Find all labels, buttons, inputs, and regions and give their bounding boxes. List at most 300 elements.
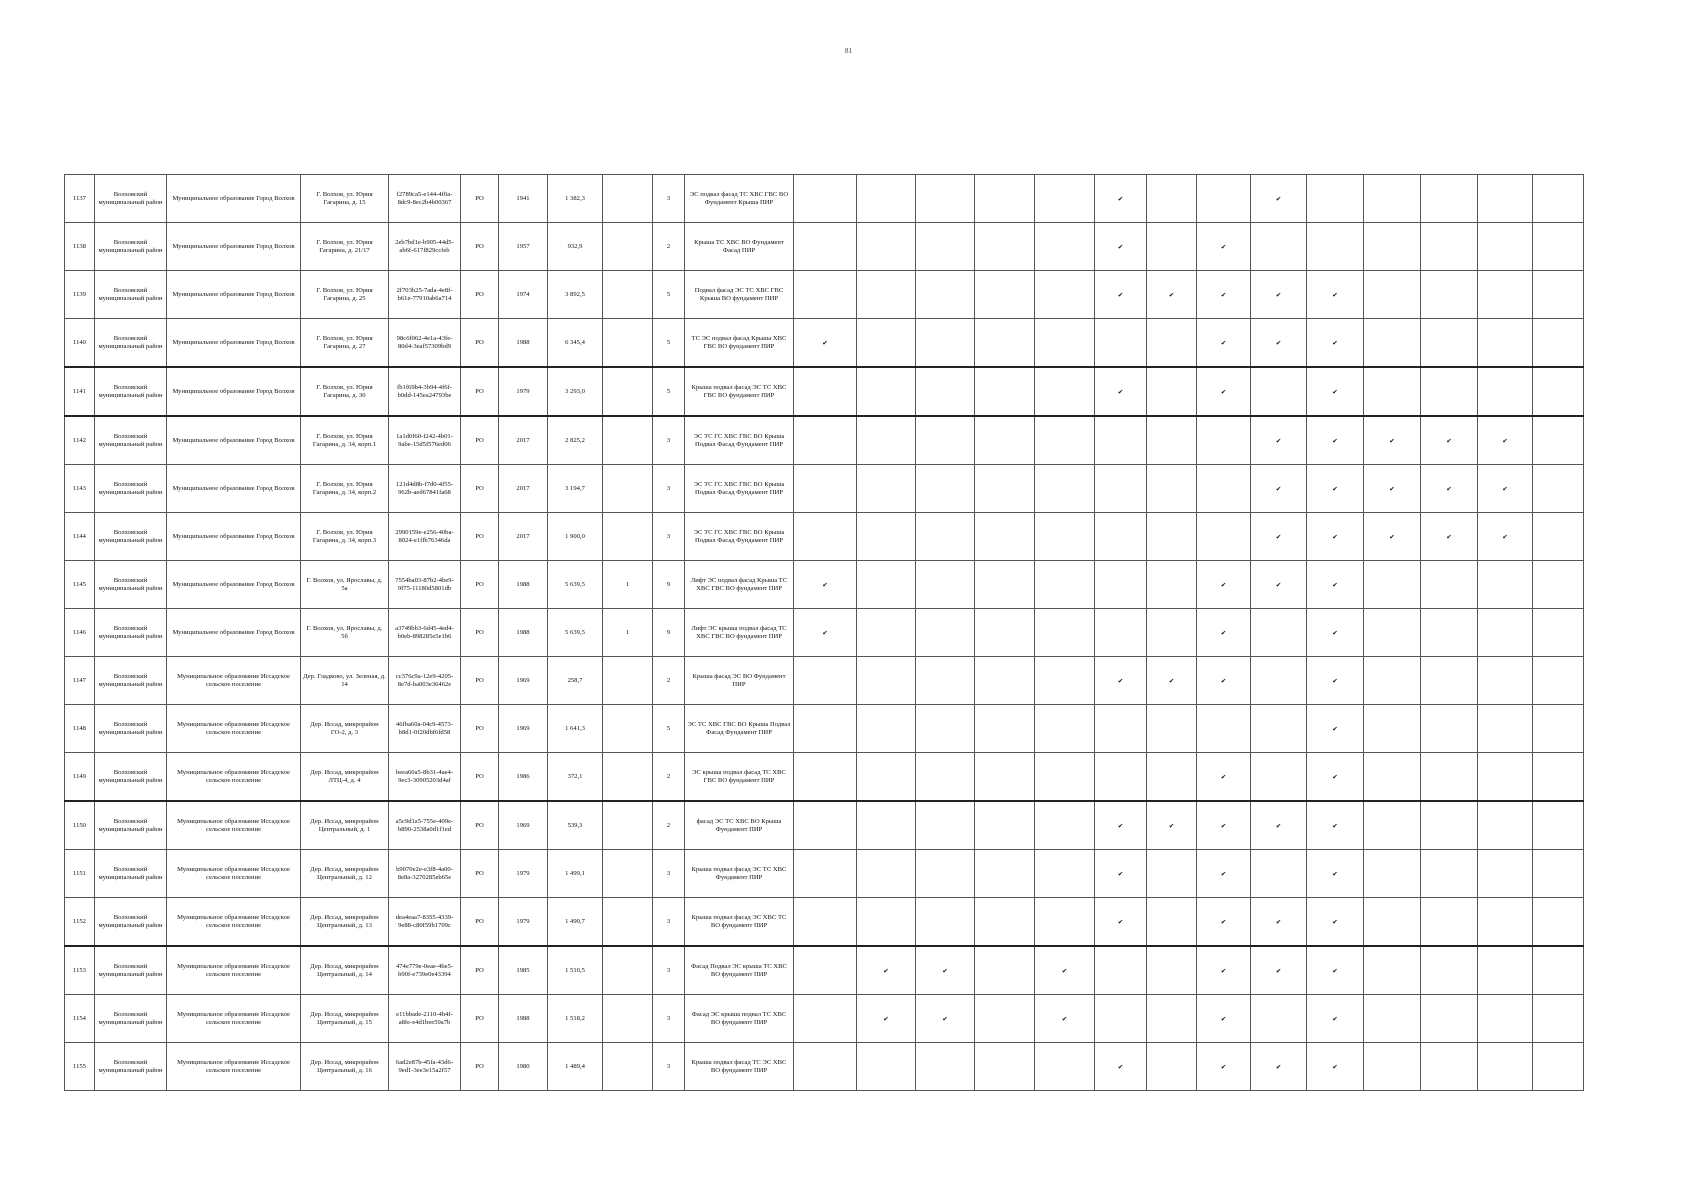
check-mark-icon: ✔ (857, 995, 916, 1043)
work-cell-empty (916, 465, 975, 513)
check-mark-icon: ✔ (916, 946, 975, 995)
cell-year: 1969 (499, 657, 548, 705)
check-mark-icon: ✔ (1095, 271, 1147, 319)
table-row (65, 223, 1584, 271)
check-mark-icon: ✔ (1251, 416, 1307, 465)
work-cell-empty (1478, 175, 1533, 223)
cell-municipality: Муниципальное образование Город Волхов (167, 271, 301, 319)
work-cell-empty (794, 223, 857, 271)
cell-municipality: Муниципальное образование Город Волхов (167, 513, 301, 561)
work-cell-empty (1533, 609, 1584, 657)
check-mark-icon: ✔ (1251, 513, 1307, 561)
work-cell-empty (1364, 223, 1421, 271)
cell-code: 6ad2e87b-45fa-43d6-9ed1-3ee3e15a2f57 (389, 1043, 461, 1091)
work-cell-empty (1533, 271, 1584, 319)
check-mark-icon: ✔ (1307, 416, 1364, 465)
cell-area: 1 641,3 (548, 705, 603, 753)
check-mark-icon: ✔ (1197, 271, 1251, 319)
work-cell-empty (975, 801, 1035, 850)
work-cell-empty (1035, 223, 1095, 271)
cell-municipality: Муниципальное образование Иссадское сельское поселение (167, 705, 301, 753)
page-number: 81 (845, 47, 852, 55)
cell-year: 1969 (499, 705, 548, 753)
cell-area: 258,7 (548, 657, 603, 705)
work-cell-empty (857, 271, 916, 319)
cell-code: 2990159e-e256-40ba-8024-e1ffb76346da (389, 513, 461, 561)
cell-floors: 3 (653, 465, 685, 513)
work-cell-empty (1364, 705, 1421, 753)
cell-floors: 9 (653, 609, 685, 657)
work-cell-empty (794, 175, 857, 223)
cell-municipality: Муниципальное образование Иссадское сельское поселение (167, 850, 301, 898)
work-cell-empty (794, 753, 857, 802)
check-mark-icon: ✔ (1251, 1043, 1307, 1091)
cell-area: 3 194,7 (548, 465, 603, 513)
check-mark-icon: ✔ (1307, 513, 1364, 561)
work-cell-empty (1421, 561, 1478, 609)
table-row (65, 367, 1584, 416)
cell-address: Г. Волхов, ул. Юрия Гагарина, д. 27 (301, 319, 389, 368)
table-row (65, 801, 1584, 850)
cell-no: 1153 (65, 946, 95, 995)
check-mark-icon: ✔ (1421, 513, 1478, 561)
work-cell-empty (857, 705, 916, 753)
work-cell-empty (1478, 850, 1533, 898)
cell-floors: 5 (653, 271, 685, 319)
check-mark-icon: ✔ (1251, 175, 1307, 223)
work-cell-empty (1533, 801, 1584, 850)
cell-district: Волховский муниципальный район (95, 657, 167, 705)
check-mark-icon: ✔ (1095, 175, 1147, 223)
cell-area: 932,9 (548, 223, 603, 271)
work-cell-empty (1035, 175, 1095, 223)
work-cell-empty (1147, 898, 1197, 947)
work-cell-empty (857, 1043, 916, 1091)
cell-no: 1139 (65, 271, 95, 319)
cell-type: РО (461, 416, 499, 465)
check-mark-icon: ✔ (1197, 1043, 1251, 1091)
work-cell-empty (1533, 850, 1584, 898)
check-mark-icon: ✔ (1421, 416, 1478, 465)
work-cell-empty (1035, 609, 1095, 657)
cell-year: 1979 (499, 850, 548, 898)
work-cell-empty (916, 175, 975, 223)
work-cell-empty (794, 705, 857, 753)
work-cell-empty (794, 898, 857, 947)
work-cell-empty (1533, 175, 1584, 223)
cell-no: 1138 (65, 223, 95, 271)
table-row (65, 753, 1584, 802)
cell-code: f2789ca5-e144-4f0a-8dc9-8ec2b4b00367 (389, 175, 461, 223)
cell-municipality: Муниципальное образование Иссадское сельское поселение (167, 657, 301, 705)
cell-district: Волховский муниципальный район (95, 995, 167, 1043)
work-cell-empty (794, 416, 857, 465)
check-mark-icon: ✔ (1197, 319, 1251, 368)
cell-year: 1957 (499, 223, 548, 271)
table-row (65, 513, 1584, 561)
table-row (65, 1043, 1584, 1091)
work-cell-empty (857, 657, 916, 705)
work-cell-empty (1035, 850, 1095, 898)
check-mark-icon: ✔ (1251, 946, 1307, 995)
work-cell-empty (1197, 705, 1251, 753)
work-cell-empty (975, 995, 1035, 1043)
cell-year: 1979 (499, 898, 548, 947)
work-cell-empty (1035, 657, 1095, 705)
cell-code: fb1f69b4-3b94-4f6f-b0dd-145ea24793be (389, 367, 461, 416)
work-cell-empty (1147, 175, 1197, 223)
work-cell-empty (1533, 367, 1584, 416)
cell-no: 1152 (65, 898, 95, 947)
cell-district: Волховский муниципальный район (95, 465, 167, 513)
work-cell-empty (857, 416, 916, 465)
work-cell-empty (1421, 175, 1478, 223)
check-mark-icon: ✔ (794, 561, 857, 609)
work-cell-empty (1478, 995, 1533, 1043)
work-cell-empty (1035, 1043, 1095, 1091)
cell-no: 1143 (65, 465, 95, 513)
check-mark-icon: ✔ (1197, 561, 1251, 609)
check-mark-icon: ✔ (1251, 561, 1307, 609)
work-cell-empty (1421, 753, 1478, 802)
work-cell-empty (1251, 753, 1307, 802)
work-cell-empty (1364, 657, 1421, 705)
work-cell-empty (1421, 271, 1478, 319)
work-cell-empty (916, 1043, 975, 1091)
work-cell-empty (1421, 850, 1478, 898)
cell-address: Дер. Иссад, микрорайон ГО-2, д. 3 (301, 705, 389, 753)
work-cell-empty (975, 175, 1035, 223)
work-cell-empty (1197, 465, 1251, 513)
work-cell-empty (1147, 946, 1197, 995)
cell-no: 1148 (65, 705, 95, 753)
cell-col9 (603, 1043, 653, 1091)
cell-municipality: Муниципальное образование Иссадское сельское поселение (167, 1043, 301, 1091)
work-cell-empty (1364, 946, 1421, 995)
cell-district: Волховский муниципальный район (95, 175, 167, 223)
cell-no: 1147 (65, 657, 95, 705)
work-cell-empty (1533, 657, 1584, 705)
check-mark-icon: ✔ (1307, 367, 1364, 416)
check-mark-icon: ✔ (1197, 801, 1251, 850)
cell-year: 1986 (499, 753, 548, 802)
work-cell-empty (1147, 367, 1197, 416)
cell-floors: 3 (653, 513, 685, 561)
cell-district: Волховский муниципальный район (95, 367, 167, 416)
check-mark-icon: ✔ (1197, 995, 1251, 1043)
work-cell-empty (975, 561, 1035, 609)
cell-type: РО (461, 995, 499, 1043)
work-cell-empty (1533, 995, 1584, 1043)
cell-area: 1 510,5 (548, 946, 603, 995)
work-cell-empty (916, 367, 975, 416)
work-cell-empty (1035, 561, 1095, 609)
cell-floors: 2 (653, 223, 685, 271)
check-mark-icon: ✔ (1364, 416, 1421, 465)
work-cell-empty (975, 1043, 1035, 1091)
cell-code: 7554ba03-87b2-4be9-9f75-11180d5801db (389, 561, 461, 609)
work-cell-empty (1364, 561, 1421, 609)
table-row (65, 561, 1584, 609)
cell-address: Г. Волхов, ул. Юрия Гагарина, д. 21/17 (301, 223, 389, 271)
cell-no: 1150 (65, 801, 95, 850)
work-cell-empty (1251, 850, 1307, 898)
cell-col9 (603, 416, 653, 465)
cell-floors: 3 (653, 175, 685, 223)
work-cell-empty (916, 850, 975, 898)
cell-no: 1144 (65, 513, 95, 561)
cell-col9 (603, 465, 653, 513)
cell-year: 1980 (499, 1043, 548, 1091)
cell-no: 1137 (65, 175, 95, 223)
work-cell-empty (1147, 995, 1197, 1043)
cell-no: 1151 (65, 850, 95, 898)
cell-area: 539,3 (548, 801, 603, 850)
work-cell-empty (975, 319, 1035, 368)
work-cell-empty (975, 609, 1035, 657)
cell-district: Волховский муниципальный район (95, 223, 167, 271)
cell-address: Г. Волхов, ул. Юрия Гагарина, д. 25 (301, 271, 389, 319)
cell-district: Волховский муниципальный район (95, 898, 167, 947)
cell-no: 1140 (65, 319, 95, 368)
check-mark-icon: ✔ (794, 609, 857, 657)
cell-address: Г. Волхов, ул. Ярославы, д. 5а (301, 561, 389, 609)
check-mark-icon: ✔ (1307, 753, 1364, 802)
check-mark-icon: ✔ (1307, 319, 1364, 368)
check-mark-icon: ✔ (1147, 801, 1197, 850)
work-cell-empty (975, 465, 1035, 513)
work-cell-empty (857, 223, 916, 271)
cell-col9 (603, 946, 653, 995)
work-cell-empty (1533, 319, 1584, 368)
work-cell-empty (857, 898, 916, 947)
check-mark-icon: ✔ (1307, 705, 1364, 753)
cell-type: РО (461, 319, 499, 368)
work-cell-empty (916, 513, 975, 561)
work-cell-empty (1307, 223, 1364, 271)
work-cell-empty (1533, 513, 1584, 561)
cell-year: 1979 (499, 367, 548, 416)
work-cell-empty (916, 319, 975, 368)
cell-col9 (603, 367, 653, 416)
cell-no: 1142 (65, 416, 95, 465)
work-cell-empty (1421, 898, 1478, 947)
cell-district: Волховский муниципальный район (95, 1043, 167, 1091)
cell-year: 2017 (499, 465, 548, 513)
cell-type: РО (461, 753, 499, 802)
work-cell-empty (1147, 513, 1197, 561)
work-cell-empty (857, 319, 916, 368)
cell-municipality: Муниципальное образование Город Волхов (167, 561, 301, 609)
cell-municipality: Муниципальное образование Город Волхов (167, 465, 301, 513)
cell-code: 46fba60a-04c9-4573-b8d1-0f20dbf6fd58 (389, 705, 461, 753)
work-cell-empty (857, 513, 916, 561)
table-row (65, 946, 1584, 995)
check-mark-icon: ✔ (1251, 465, 1307, 513)
table-row (65, 657, 1584, 705)
cell-floors: 3 (653, 946, 685, 995)
work-cell-empty (1035, 898, 1095, 947)
work-cell-empty (1147, 561, 1197, 609)
work-cell-empty (1533, 946, 1584, 995)
cell-address: Дер. Иссад, микрорайон Центральный, д. 15 (301, 995, 389, 1043)
check-mark-icon: ✔ (1197, 223, 1251, 271)
work-cell-empty (1251, 609, 1307, 657)
work-cell-empty (857, 465, 916, 513)
cell-area: 6 345,4 (548, 319, 603, 368)
cell-code: 474e779e-0eae-4be5-b90f-e739e0e43394 (389, 946, 461, 995)
work-cell-empty (1035, 367, 1095, 416)
cell-district: Волховский муниципальный район (95, 319, 167, 368)
cell-address: Дер. Иссад, микрорайон Центральный, д. 1 (301, 801, 389, 850)
check-mark-icon: ✔ (1197, 898, 1251, 947)
work-cell-empty (1478, 609, 1533, 657)
check-mark-icon: ✔ (916, 995, 975, 1043)
cell-year: 2017 (499, 513, 548, 561)
check-mark-icon: ✔ (1478, 513, 1533, 561)
work-cell-empty (916, 416, 975, 465)
cell-type: РО (461, 513, 499, 561)
cell-works: Крыша подвал фасад ЭС ТС ХВС ГВС ВО фундамент ПИР (685, 367, 794, 416)
work-cell-empty (1421, 705, 1478, 753)
check-mark-icon: ✔ (1095, 850, 1147, 898)
work-cell-empty (1478, 271, 1533, 319)
cell-district: Волховский муниципальный район (95, 850, 167, 898)
cell-year: 1988 (499, 995, 548, 1043)
cell-floors: 2 (653, 657, 685, 705)
work-cell-empty (1147, 319, 1197, 368)
check-mark-icon: ✔ (1307, 609, 1364, 657)
cell-type: РО (461, 1043, 499, 1091)
work-cell-empty (1478, 657, 1533, 705)
work-cell-empty (975, 513, 1035, 561)
work-cell-empty (1364, 319, 1421, 368)
check-mark-icon: ✔ (1147, 657, 1197, 705)
cell-col9 (603, 319, 653, 368)
cell-type: РО (461, 223, 499, 271)
cell-municipality: Муниципальное образование Город Волхов (167, 367, 301, 416)
cell-floors: 3 (653, 850, 685, 898)
check-mark-icon: ✔ (1251, 319, 1307, 368)
check-mark-icon: ✔ (1251, 898, 1307, 947)
check-mark-icon: ✔ (1095, 898, 1147, 947)
cell-area: 2 825,2 (548, 416, 603, 465)
table-row (65, 465, 1584, 513)
check-mark-icon: ✔ (1307, 850, 1364, 898)
work-cell-empty (1147, 223, 1197, 271)
work-cell-empty (857, 850, 916, 898)
work-cell-empty (1478, 1043, 1533, 1091)
check-mark-icon: ✔ (1035, 995, 1095, 1043)
check-mark-icon: ✔ (1095, 657, 1147, 705)
check-mark-icon: ✔ (1197, 850, 1251, 898)
work-cell-empty (1197, 416, 1251, 465)
cell-code: 2eb7bd1e-b905-44d5-ab6f-617f829ccfeb (389, 223, 461, 271)
check-mark-icon: ✔ (1095, 223, 1147, 271)
work-cell-empty (1478, 223, 1533, 271)
work-cell-empty (1478, 367, 1533, 416)
work-cell-empty (1035, 271, 1095, 319)
cell-municipality: Муниципальное образование Город Волхов (167, 416, 301, 465)
cell-col9: 1 (603, 561, 653, 609)
cell-works: ЭС ТС ГС ХВС ГВС ВО Крыша Подвал Фасад Фундамент ПИР (685, 513, 794, 561)
cell-area: 1 490,7 (548, 898, 603, 947)
cell-type: РО (461, 465, 499, 513)
check-mark-icon: ✔ (1307, 271, 1364, 319)
work-cell-empty (1147, 705, 1197, 753)
table-row (65, 850, 1584, 898)
work-cell-empty (857, 367, 916, 416)
cell-code: cc376c9a-12e9-4205-8e7d-ba003e36462e (389, 657, 461, 705)
cell-col9 (603, 850, 653, 898)
cell-works: ЭС ТС ГС ХВС ГВС ВО Крыша Подвал Фасад Фундамент ПИР (685, 465, 794, 513)
cell-area: 3 293,0 (548, 367, 603, 416)
cell-municipality: Муниципальное образование Город Волхов (167, 609, 301, 657)
work-cell-empty (916, 705, 975, 753)
work-cell-empty (1035, 705, 1095, 753)
work-cell-empty (916, 609, 975, 657)
work-cell-empty (1095, 465, 1147, 513)
work-cell-empty (794, 657, 857, 705)
work-cell-empty (975, 850, 1035, 898)
table-row (65, 898, 1584, 947)
work-cell-empty (1035, 513, 1095, 561)
work-cell-empty (794, 465, 857, 513)
work-cell-empty (916, 561, 975, 609)
check-mark-icon: ✔ (1307, 465, 1364, 513)
cell-municipality: Муниципальное образование Иссадское сельское поселение (167, 753, 301, 802)
work-cell-empty (1147, 850, 1197, 898)
cell-floors: 3 (653, 1043, 685, 1091)
cell-works: Лифт ЭС крыша подвал фасад ТС ХВС ГВС ВО фундамент ПИР (685, 609, 794, 657)
cell-year: 1985 (499, 946, 548, 995)
cell-no: 1155 (65, 1043, 95, 1091)
work-cell-empty (1421, 319, 1478, 368)
cell-floors: 2 (653, 801, 685, 850)
work-cell-empty (1421, 995, 1478, 1043)
work-cell-empty (1147, 753, 1197, 802)
work-cell-empty (794, 1043, 857, 1091)
work-cell-empty (1478, 946, 1533, 995)
work-cell-empty (975, 753, 1035, 802)
work-cell-empty (1035, 416, 1095, 465)
cell-code: a5c9d1a5-755e-409e-b890-2538a0d1f1ed (389, 801, 461, 850)
cell-floors: 9 (653, 561, 685, 609)
work-cell-empty (1095, 513, 1147, 561)
cell-year: 1988 (499, 561, 548, 609)
cell-works: Крыша подвал фасад ТС ЭС ХВС ВО фундамент ПИР (685, 1043, 794, 1091)
work-cell-empty (1478, 801, 1533, 850)
cell-address: Дер. Иссад, микрорайон Центральный, д. 14 (301, 946, 389, 995)
cell-address: Г. Волхов, ул. Юрия Гагарина, д. 15 (301, 175, 389, 223)
work-cell-empty (1197, 513, 1251, 561)
work-cell-empty (975, 223, 1035, 271)
work-cell-empty (1251, 705, 1307, 753)
check-mark-icon: ✔ (1197, 657, 1251, 705)
work-cell-empty (1421, 946, 1478, 995)
cell-address: Дер. Иссад, микрорайон ЛТЦ-4, д. 4 (301, 753, 389, 802)
cell-code: a3749bb3-6d45-4ed4-b0eb-898285e5e1b6 (389, 609, 461, 657)
table-row (65, 416, 1584, 465)
cell-address: Г. Волхов, ул. Юрия Гагарина, д. 30 (301, 367, 389, 416)
cell-type: РО (461, 367, 499, 416)
work-cell-empty (1478, 898, 1533, 947)
cell-year: 1988 (499, 609, 548, 657)
cell-floors: 3 (653, 995, 685, 1043)
check-mark-icon: ✔ (1307, 898, 1364, 947)
cell-type: РО (461, 705, 499, 753)
cell-address: Г. Волхов, ул. Юрия Гагарина, д. 34, корп.2 (301, 465, 389, 513)
